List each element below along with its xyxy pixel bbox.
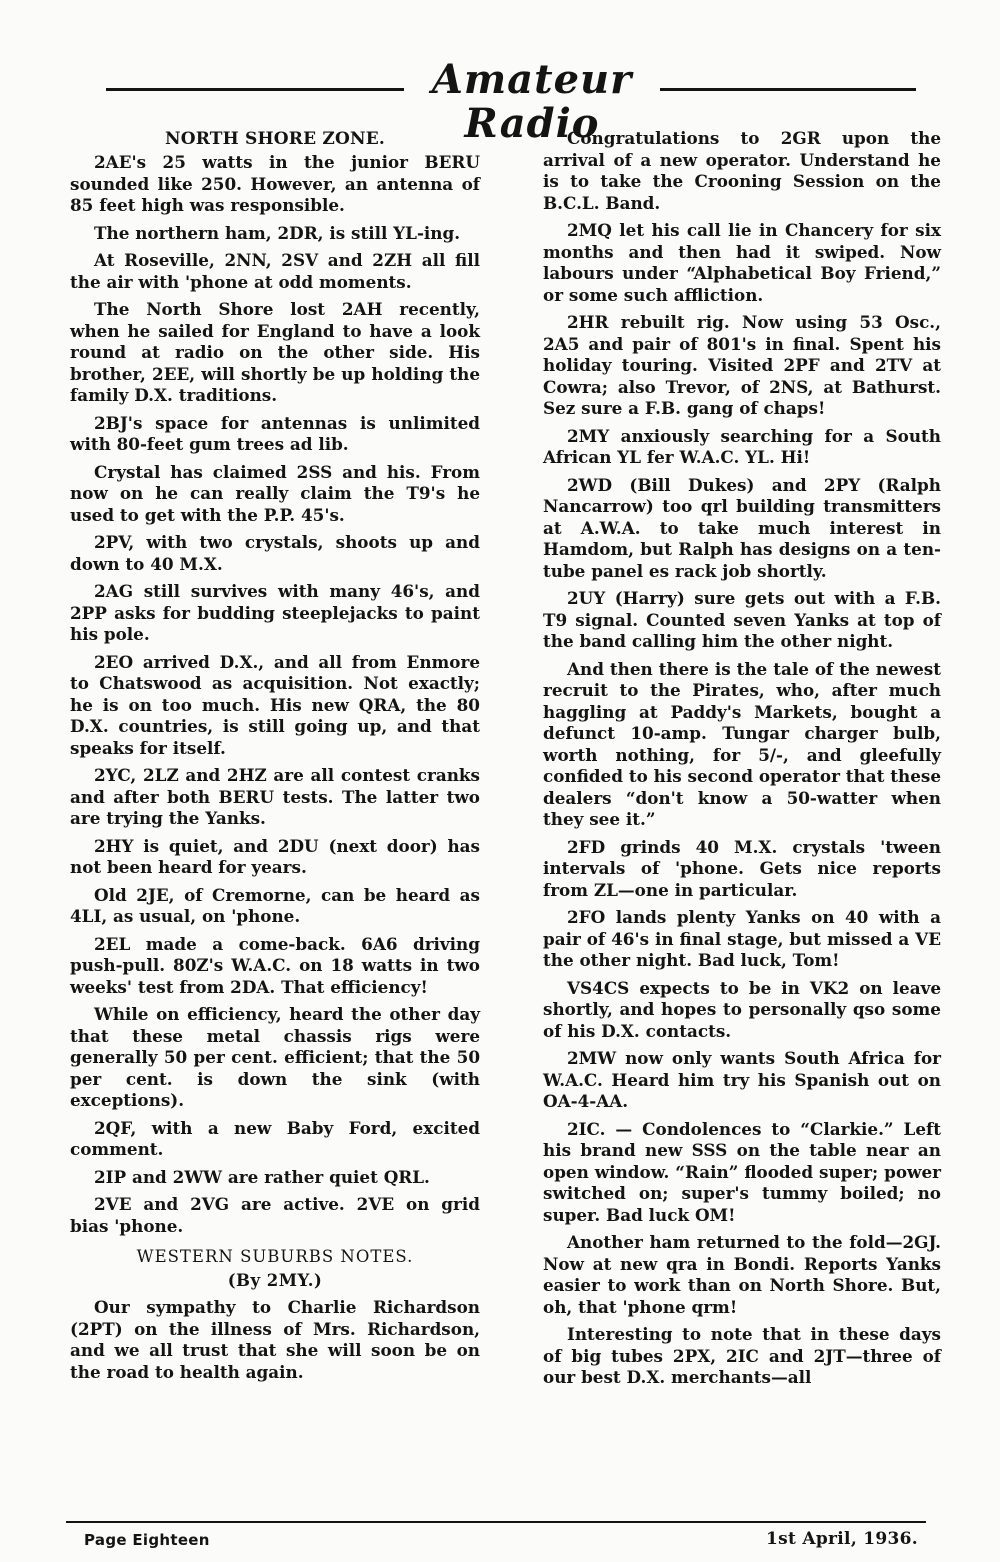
paragraph: 2PV, with two crystals, shoots up and down to 40 M.X. — [70, 532, 480, 574]
paragraph: 2MQ let his call lie in Chancery for six months and then had it swiped. Now labours under “Alphabetical Boy Friend,” or some such affliction. — [543, 220, 941, 305]
paragraph: 2BJ's space for antennas is unlimited with 80-feet gum trees ad lib. — [70, 412, 480, 454]
footer-rule — [66, 1521, 926, 1523]
paragraph: 2UY (Harry) sure gets out with a F.B. T9 signal. Counted seven Yanks at top of the band calling him the other night. — [543, 588, 941, 651]
paragraph: The North Shore lost 2AH recently, when he sailed for England to have a look round at radio on the other side. His brother, 2EE, will shortly be up holding the family D.X. traditions. — [70, 299, 480, 405]
paragraph: While on efficiency, heard the other day that these metal chassis rigs were generally 50 per cent. efficient; that the 50 per cent. is down the sink (with exceptions). — [70, 1004, 480, 1110]
paragraph: Congratulations to 2GR upon the arrival of a new operator. Understand he is to take the Crooning Session on the B.C.L. Band. — [543, 128, 941, 213]
masthead-rule-left — [106, 88, 404, 91]
paragraph: At Roseville, 2NN, 2SV and 2ZH all fill the air with 'phone at odd moments. — [70, 250, 480, 292]
paragraph: Our sympathy to Charlie Richardson (2PT) on the illness of Mrs. Richardson, and we all trust that she will soon be on the road to health again. — [70, 1297, 480, 1382]
left-column — [70, 128, 480, 1389]
paragraph: 2FO lands plenty Yanks on 40 with a pair of 46's in final stage, but missed a VE the other night. Bad luck, Tom! — [543, 907, 941, 970]
paragraph: 2EL made a come-back. 6A6 driving push-pull. 80Z's W.A.C. on 18 watts in two weeks' test from 2DA. That efficiency! — [70, 933, 480, 997]
right-column — [543, 128, 941, 1395]
paragraph: Interesting to note that in these days of big tubes 2PX, 2IC and 2JT—three of our best D.X. merchants—all — [543, 1324, 941, 1387]
paragraph: 2IC. — Condolences to “Clarkie.” Left his brand new SSS on the table near an open window. “Rain” flooded super; power switched on; super's tummy boiled; no super. Bad luck OM! — [543, 1118, 941, 1225]
masthead-rule-right — [660, 88, 916, 91]
paragraph: 2MY anxiously searching for a South African YL fer W.A.C. YL. Hi! — [543, 425, 941, 467]
paragraph: 2AE's 25 watts in the junior BERU sounded like 250. However, an antenna of 85 feet high was responsible. — [70, 152, 480, 215]
paragraph: 2MW now only wants South Africa for W.A.C. Heard him try his Spanish out on OA-4-AA. — [543, 1048, 941, 1111]
paragraph: VS4CS expects to be in VK2 on leave shortly, and hopes to personally qso some of his D.X. contacts. — [543, 977, 941, 1041]
paragraph: 2EO arrived D.X., and all from Enmore to Chatswood as acquisition. Not exactly; he is on too much. His new QRA, the 80 D.X. countries, is still going up, and that speaks for itself. — [70, 651, 480, 758]
paragraph: 2QF, with a new Baby Ford, excited comment. — [70, 1117, 480, 1159]
paragraph: 2HR rebuilt rig. Now using 53 Osc., 2A5 and pair of 801's in final. Spent his holiday touring. Visited 2PF and 2TV at Cowra; also Trevor, of 2NS, at Bathurst. Sez sure a F.B. gang of chaps! — [543, 312, 941, 418]
paragraph: 2WD (Bill Dukes) and 2PY (Ralph Nancarrow) too qrl building transmitters at A.W.A. to take much interest in Hamdom, but Ralph has designs on a ten-tube panel es rack job shortly. — [543, 474, 941, 581]
masthead-title: Amateur Radio — [431, 56, 633, 147]
paragraph: And then there is the tale of the newest recruit to the Pirates, who, after much haggling at Paddy's Markets, bought a defunct 10-amp. Tungar charger bulb, worth nothing, for 5/-, and gleefully confided to his second operator that these dealers “don't know a 50-watter when they see it.” — [543, 658, 941, 829]
paragraph: Old 2JE, of Cremorne, can be heard as 4LI, as usual, on 'phone. — [70, 884, 480, 926]
paragraph: 2FD grinds 40 M.X. crystals 'tween intervals of 'phone. Gets nice reports from ZL—one in particular. — [543, 836, 941, 900]
section-heading: NORTH SHORE ZONE. — [165, 129, 385, 149]
paragraph: 2HY is quiet, and 2DU (next door) has not been heard for years. — [70, 835, 480, 877]
paragraph: The northern ham, 2DR, is still YL-ing. — [94, 222, 461, 243]
paragraph: Another ham returned to the fold—2GJ. Now at new qra in Bondi. Reports Yanks easier to work than on North Shore. But, oh, that 'phone qrm! — [543, 1232, 941, 1317]
page-number: Page Eighteen — [84, 1531, 210, 1549]
byline: (By 2MY.) — [227, 1271, 323, 1290]
issue-date: 1st April, 1936. — [766, 1529, 918, 1549]
paragraph: 2IP and 2WW are rather quiet QRL. — [94, 1166, 430, 1187]
section-subheading: WESTERN SUBURBS NOTES. — [136, 1247, 414, 1266]
paragraph: 2AG still survives with many 46's, and 2PP asks for budding steeplejacks to paint his pole. — [70, 581, 480, 644]
paragraph: Crystal has claimed 2SS and his. From now on he can really claim the T9's he used to get with the P.P. 45's. — [70, 461, 480, 525]
paragraph: 2YC, 2LZ and 2HZ are all contest cranks and after both BERU tests. The latter two are trying the Yanks. — [70, 765, 480, 828]
page-footer — [66, 1521, 926, 1561]
paragraph: 2VE and 2VG are active. 2VE on grid bias 'phone. — [70, 1194, 480, 1236]
